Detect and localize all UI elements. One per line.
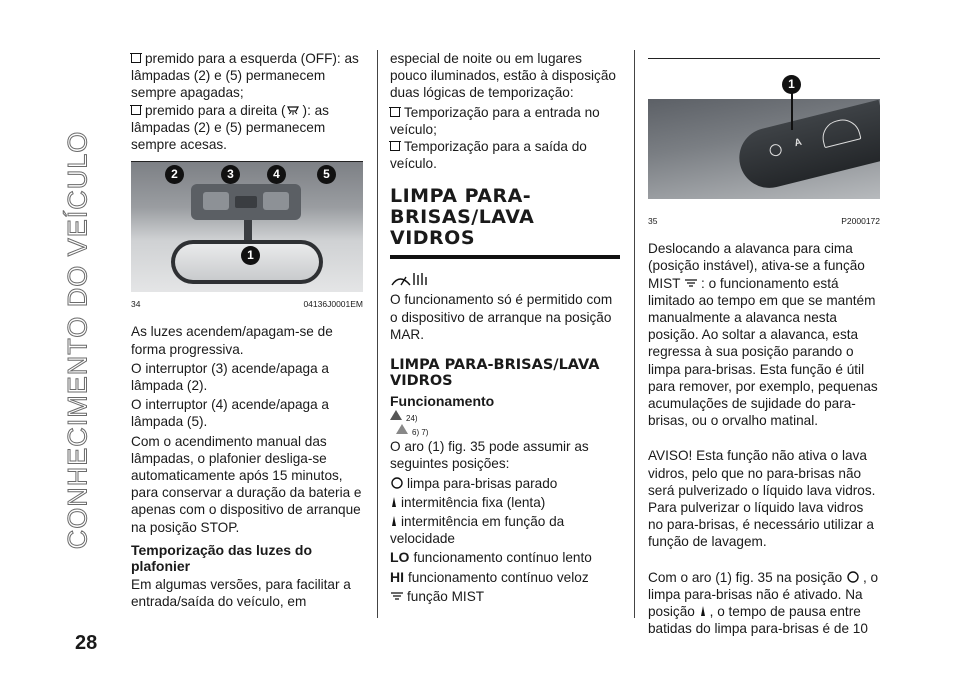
subheading: Funcionamento (390, 393, 495, 410)
position-item: limpa para-brisas parado (390, 475, 620, 492)
caution-note: 6) 7) (390, 424, 620, 438)
paragraph: As luzes acendem/apagam-se de forma progressiva. (131, 324, 333, 357)
lamp-on-icon (286, 103, 300, 117)
section-heading: LIMPA PARA-BRISAS/LAVA VIDROS (390, 185, 535, 250)
paragraph: Em algumas versões, para facilitar a entrada/saída do veículo, em (131, 576, 351, 610)
mirror-stem (244, 220, 252, 242)
checkbox-bullet-icon (131, 53, 141, 63)
intermittent-speed-icon (390, 514, 398, 528)
paragraph: O aro (1) fig. 35 pode assumir as seguintes posições: (390, 439, 589, 472)
paragraph: O funcionamento só é permitido com o dispositivo de arranque na posição MAR. (390, 292, 613, 342)
figure-35-wiper-stalk-photo (648, 58, 880, 209)
paragraph: O interruptor (3) acende/apaga a lâmpada (2). (131, 360, 329, 394)
page-number: 28 (75, 632, 98, 654)
lamp-right (263, 192, 289, 210)
subheading: Temporização das luzes do plafonier (131, 541, 313, 574)
paragraph: Com o aro (1) fig. 35 na posição , o limpa para-brisas não é ativado. Na posição , o tempo de pausa entre batidas do limpa para-brisas é de 10 (648, 569, 879, 637)
column-3 (648, 50, 880, 639)
checkbox-bullet-icon (390, 141, 400, 151)
wiper-washer-icon (390, 269, 430, 289)
figure-code: P2000172 (841, 216, 880, 226)
heading-rule (390, 255, 620, 259)
figure-code: 04136J0001EM (303, 299, 363, 310)
position-item: intermitência em função da velocidade (390, 514, 565, 547)
off-circle-icon (390, 476, 404, 490)
callout-badge: 2 (165, 165, 184, 184)
column-divider (377, 50, 378, 618)
column-divider (634, 50, 635, 618)
sidebar-section-title: CONHECIMENTO DO VEÍCULO (62, 130, 93, 550)
position-item: LO funcionamento contínuo lento (390, 549, 592, 566)
paragraph: O interruptor (4) acende/apaga a lâmpada (5). (131, 397, 329, 430)
paragraph: especial de noite ou em lugares pouco iluminados, estão à disposição duas lógicas de temporização: (390, 51, 616, 101)
warning-note: 24) (390, 410, 620, 424)
column-2 (390, 50, 620, 607)
list-item: premido para a esquerda (OFF): as lâmpadas (2) e (5) permanecem sempre apagadas; (131, 51, 359, 101)
lamp-left (203, 192, 229, 210)
callout-badge: 1 (782, 75, 801, 94)
warning-icon (390, 410, 402, 420)
position-item: intermitência fixa (lenta) (390, 494, 620, 511)
figure-number: 34 (131, 299, 141, 310)
callout-badge: 5 (317, 165, 336, 184)
column-1 (131, 50, 363, 612)
caution-icon (396, 424, 408, 434)
wiper-stalk: A (733, 100, 880, 195)
figure-caption (131, 296, 363, 313)
intermittent-fixed-icon (390, 495, 398, 509)
checkbox-bullet-icon (131, 105, 141, 115)
list-item: Temporização para a saída do veículo. (390, 139, 587, 172)
paragraph: Com o acendimento manual das lâmpadas, o plafonier desliga-se automaticamente após 15 minutos, para conservar a duração da bateria e apenas com o dispositivo de arranque na posição STOP. (131, 433, 362, 535)
paragraph: AVISO! Esta função não ativa o lava vidros, pelo que no para-brisas não será pulverizado o líquido lava vidros. Para pulverizar o líquido lava vidros no para-brisas, é necessário utilizar a função de lavagem. (648, 448, 876, 550)
callout-badge: 4 (267, 165, 286, 184)
paragraph: Deslocando a alavanca para cima (posição instável), ativa-se a função MIST : o funcionamento está limitado ao tempo em que se mantém manualmente a alavanca nesta posição. Ao soltar a alavanca, esta regressa à sua posição parando o limpa para-brisas. Esta função é útil para remover, por exemplo, pequenas acumulações de sujidade do para-brisas, ou o orvalho matinal. (648, 241, 878, 429)
checkbox-bullet-icon (390, 107, 400, 117)
position-item: HI funcionamento contínuo veloz (390, 568, 589, 585)
callout-badge: 3 (221, 165, 240, 184)
list-item: Temporização para a entrada no veículo; (390, 104, 600, 137)
position-item: função MIST (390, 588, 620, 605)
wiper-symbols (390, 269, 620, 291)
mist-icon (684, 276, 698, 290)
callout-line (791, 92, 793, 130)
figure-number: 35 (648, 216, 658, 226)
switch-block (235, 196, 257, 208)
figure-caption (648, 213, 880, 230)
intermittent-fixed-icon (699, 604, 707, 618)
off-circle-icon (846, 570, 860, 584)
figure-34-ceiling-light-photo (131, 161, 363, 292)
section-heading: LIMPA PARA-BRISAS/LAVA VIDROS (390, 357, 600, 390)
callout-badge: 1 (241, 246, 260, 265)
list-item: premido para a direita ( ): as lâmpadas (2) e (5) permanecem sempre acesas. (131, 102, 329, 153)
mist-icon (390, 589, 404, 603)
